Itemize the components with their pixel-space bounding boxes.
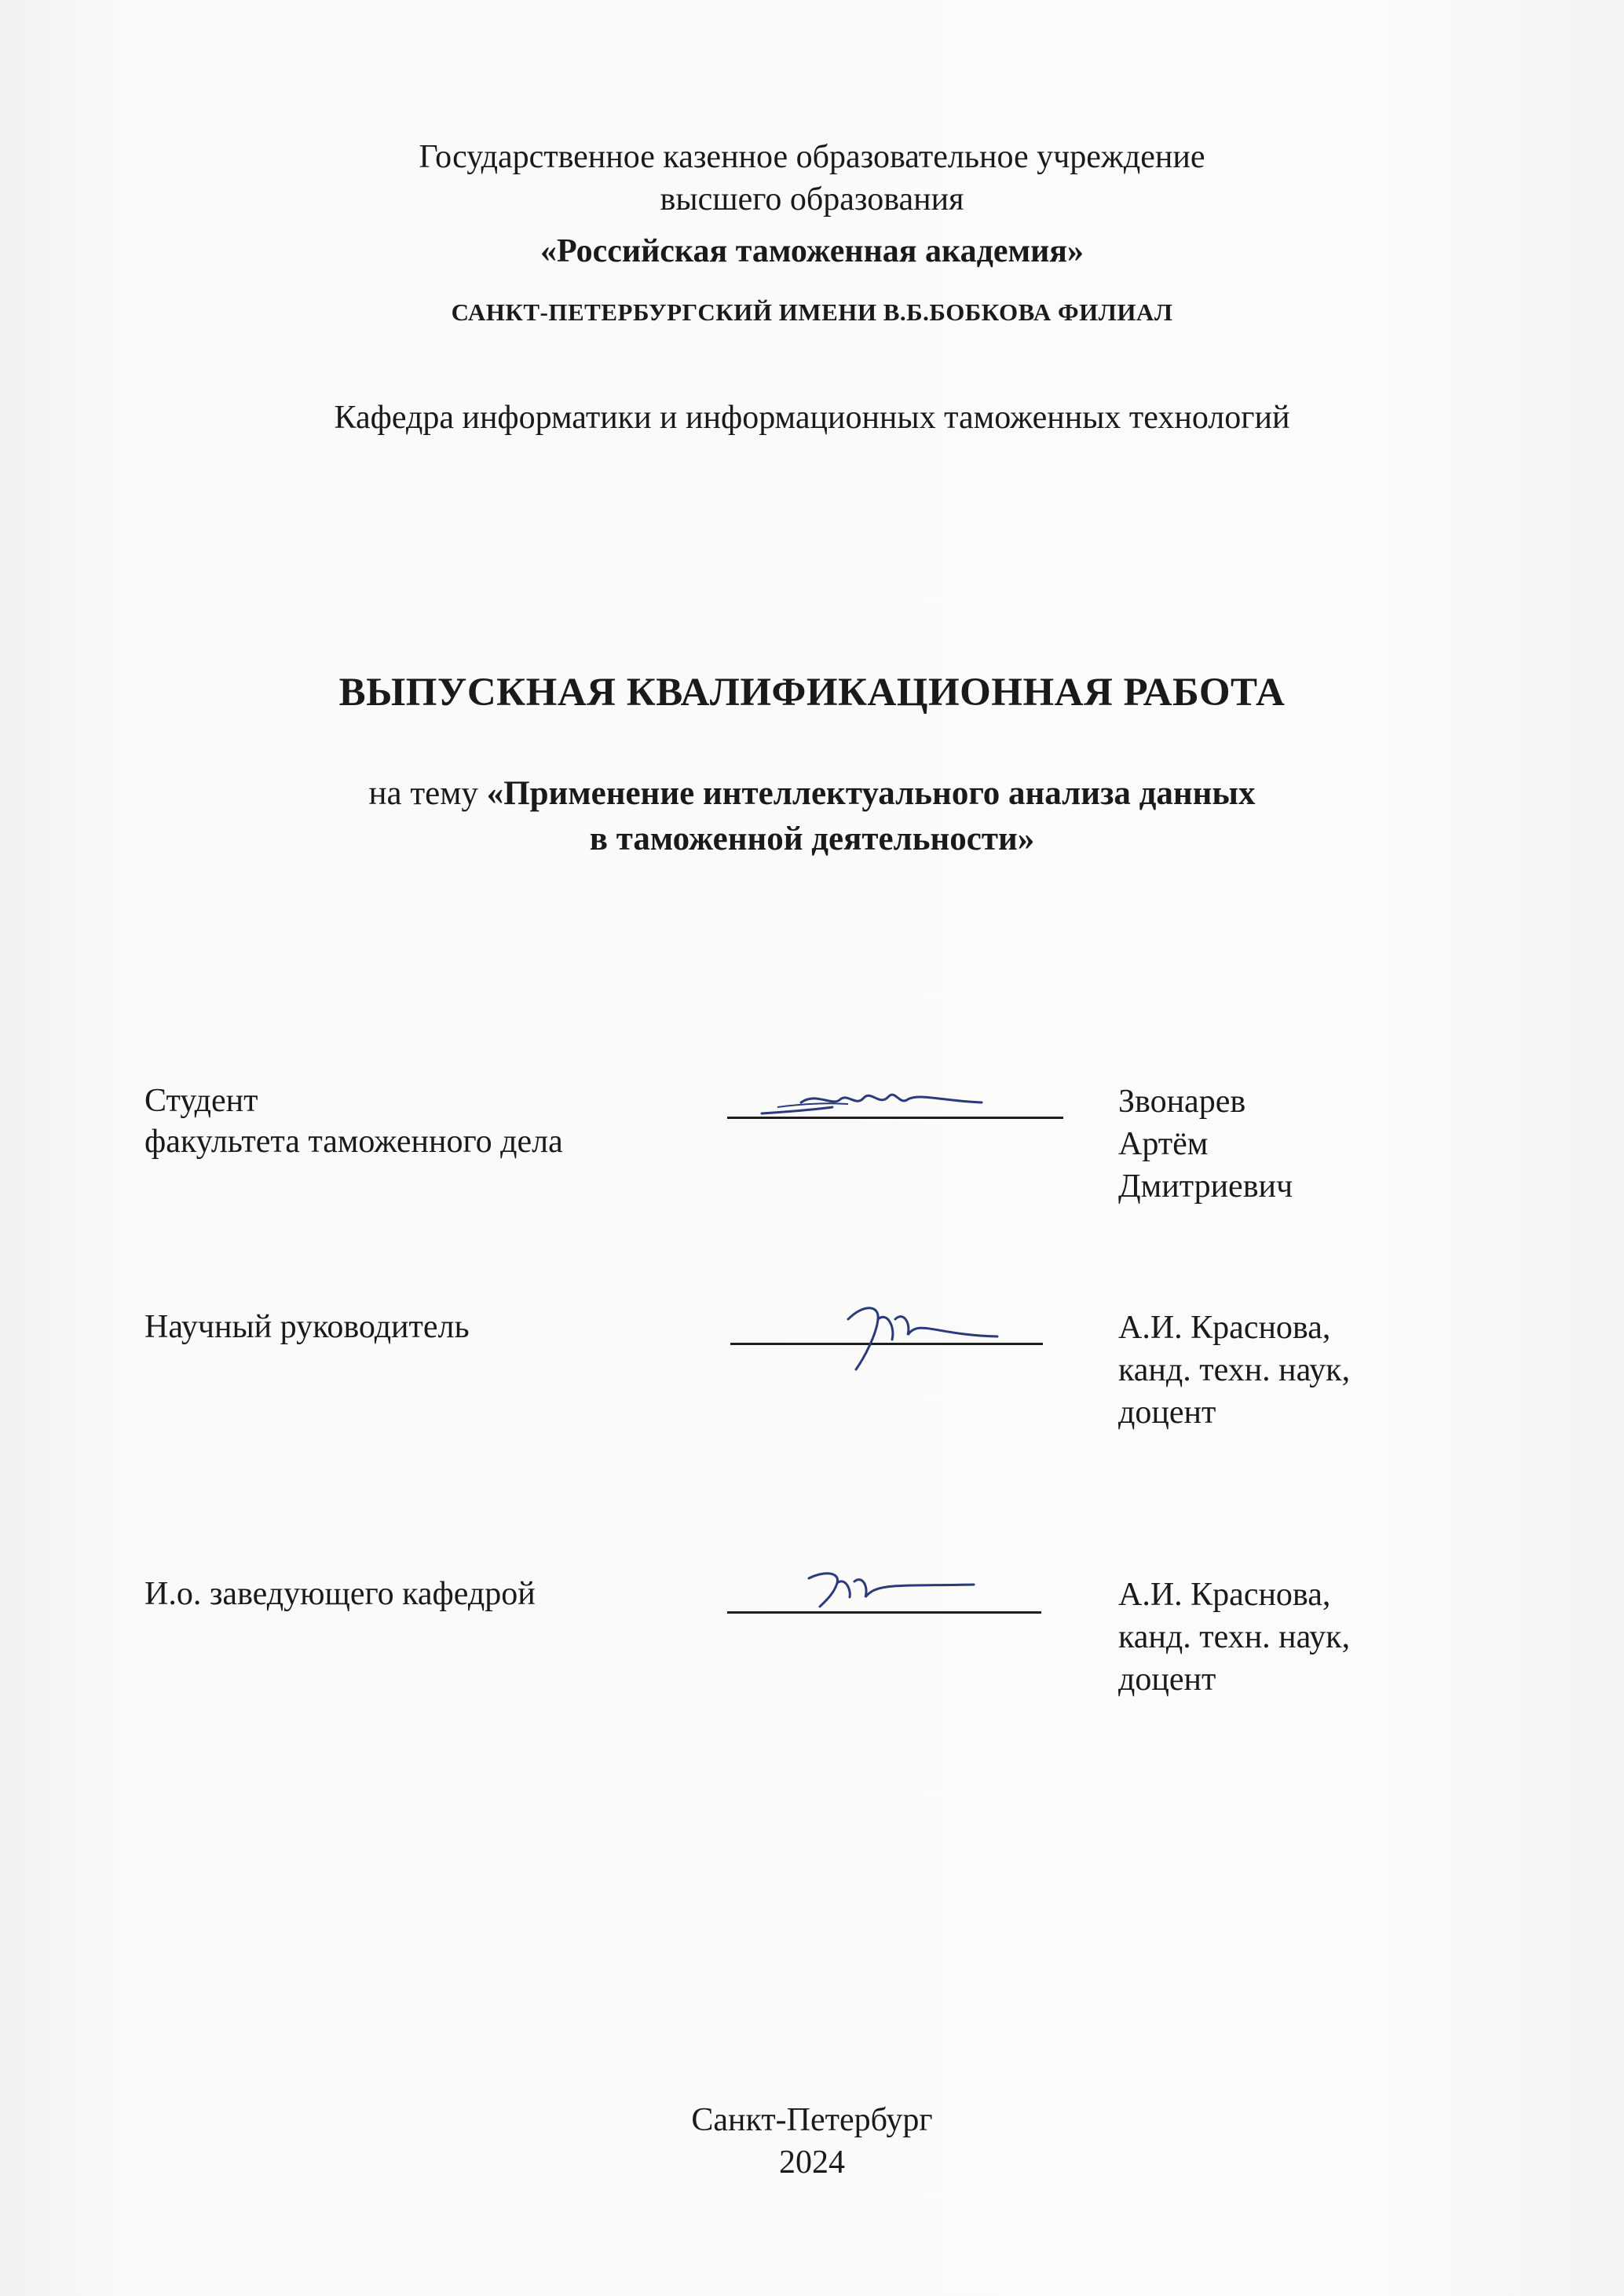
role-label — [144, 1307, 470, 1347]
department-name: Кафедра информатики и информационных таможенных технологий — [334, 400, 1290, 436]
topic-title-part-1: «Применение интеллектуального анализа данных — [486, 775, 1256, 812]
role-label — [144, 1080, 563, 1162]
role-line: факультета таможенного дела — [144, 1124, 563, 1160]
signature-image — [754, 1084, 989, 1123]
institution-level: высшего образования — [660, 181, 964, 218]
branch-name: САНКТ-ПЕТЕРБУРГСКИЙ ИМЕНИ В.Б.БОБКОВА ФИЛИАЛ — [451, 298, 1173, 326]
person-line: доцент — [1118, 1662, 1216, 1698]
person-name — [1118, 1080, 1293, 1208]
signature-line — [727, 1611, 1041, 1614]
person-name — [1118, 1307, 1350, 1434]
role-label — [144, 1574, 536, 1614]
role-line: Студент — [144, 1083, 258, 1119]
work-type-title: ВЫПУСКНАЯ КВАЛИФИКАЦИОННАЯ РАБОТА — [338, 671, 1286, 715]
person-line: канд. техн. наук, — [1118, 1352, 1351, 1388]
city: Санкт-Петербург — [691, 2102, 933, 2138]
topic-line-2: в таможенной деятельности» — [589, 821, 1035, 857]
role-line: Научный руководитель — [144, 1309, 470, 1345]
person-line: А.И. Краснова, — [1118, 1310, 1331, 1346]
person-line: А.И. Краснова, — [1118, 1577, 1331, 1613]
year: 2024 — [779, 2144, 845, 2181]
institution-name: «Российская таможенная академия» — [540, 233, 1084, 269]
person-line: Дмитриевич — [1118, 1168, 1293, 1205]
person-line: Артём — [1118, 1126, 1209, 1162]
topic-prefix: на тему — [368, 775, 487, 812]
institution-type: Государственное казенное образовательное учреждение — [419, 139, 1205, 175]
signature-image — [793, 1563, 982, 1610]
signature-image — [817, 1288, 1005, 1374]
person-name — [1118, 1574, 1350, 1701]
topic-line-1 — [0, 774, 1624, 813]
person-line: Звонарев — [1118, 1084, 1246, 1120]
person-line: доцент — [1118, 1395, 1216, 1431]
role-line: И.о. заведующего кафедрой — [144, 1576, 536, 1612]
person-line: канд. техн. наук, — [1118, 1619, 1351, 1655]
